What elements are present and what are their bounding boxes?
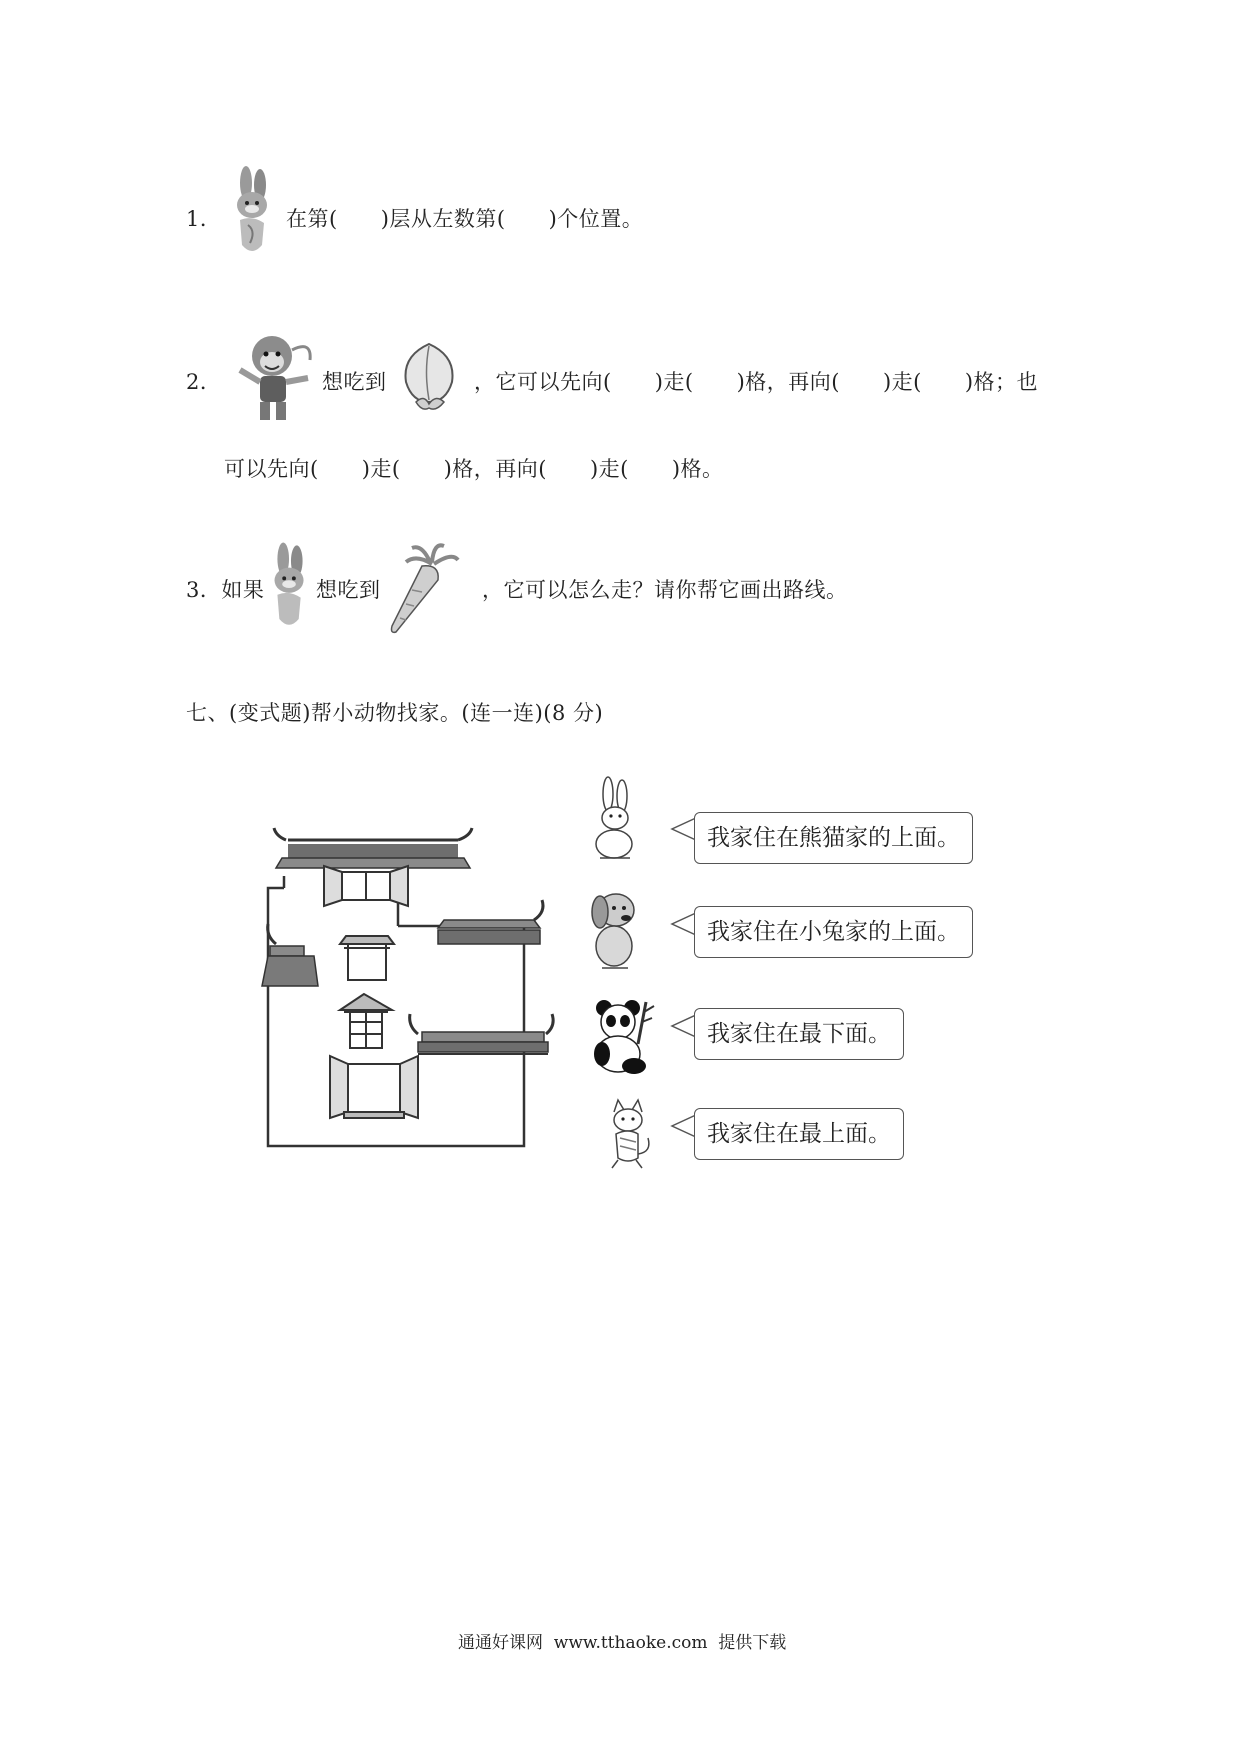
- window-top-open: [324, 866, 408, 906]
- bottom-right-roof: [410, 1014, 553, 1054]
- question-2-text-b: ，它可以先向( )走( )格，再向( )走( )格；也: [474, 370, 1039, 394]
- section-7-title: 七、(变式题)帮小动物找家。(连一连)(8 分): [186, 701, 604, 725]
- dog-icon: [580, 884, 646, 974]
- left-roof: [262, 924, 318, 986]
- rabbit-icon: [584, 776, 644, 866]
- speech-bubble-rabbit: 我家住在熊猫家的上面。: [694, 812, 973, 864]
- top-roof: [274, 828, 472, 868]
- house-illustration: [258, 826, 558, 1156]
- right-roof: [438, 900, 543, 944]
- window-bottom-open: [330, 1056, 418, 1118]
- question-2-text-a: 想吃到: [322, 370, 387, 394]
- speech-bubble-panda: 我家住在最下面。: [694, 1008, 904, 1060]
- rabbit-icon: [260, 540, 320, 636]
- monkey-icon: [232, 330, 318, 426]
- question-2-number: 2．: [186, 370, 222, 394]
- peach-icon: [396, 336, 462, 418]
- panda-icon: [588, 996, 660, 1076]
- rabbit-icon: [222, 165, 284, 261]
- page-footer: 通通好课网 www.tthaoke.com 提供下载: [458, 1633, 787, 1653]
- cat-icon: [602, 1098, 654, 1172]
- speech-bubble-dog: 我家住在小兔家的上面。: [694, 906, 973, 958]
- question-3-lead: 3．如果: [186, 578, 265, 602]
- question-3-text-b: ，它可以怎么走？请你帮它画出路线。: [482, 578, 848, 602]
- question-3-text-a: 想吃到: [316, 578, 381, 602]
- question-1-number: 1．: [186, 207, 222, 231]
- window-middle: [340, 936, 394, 980]
- question-1-text: 在第( )层从左数第( )个位置。: [286, 207, 644, 231]
- speech-bubble-cat: 我家住在最上面。: [694, 1108, 904, 1160]
- window-lattice: [340, 994, 392, 1048]
- carrot-icon: [382, 540, 460, 636]
- question-2-text-line2: 可以先向( )走( )格，再向( )走( )格。: [224, 457, 724, 481]
